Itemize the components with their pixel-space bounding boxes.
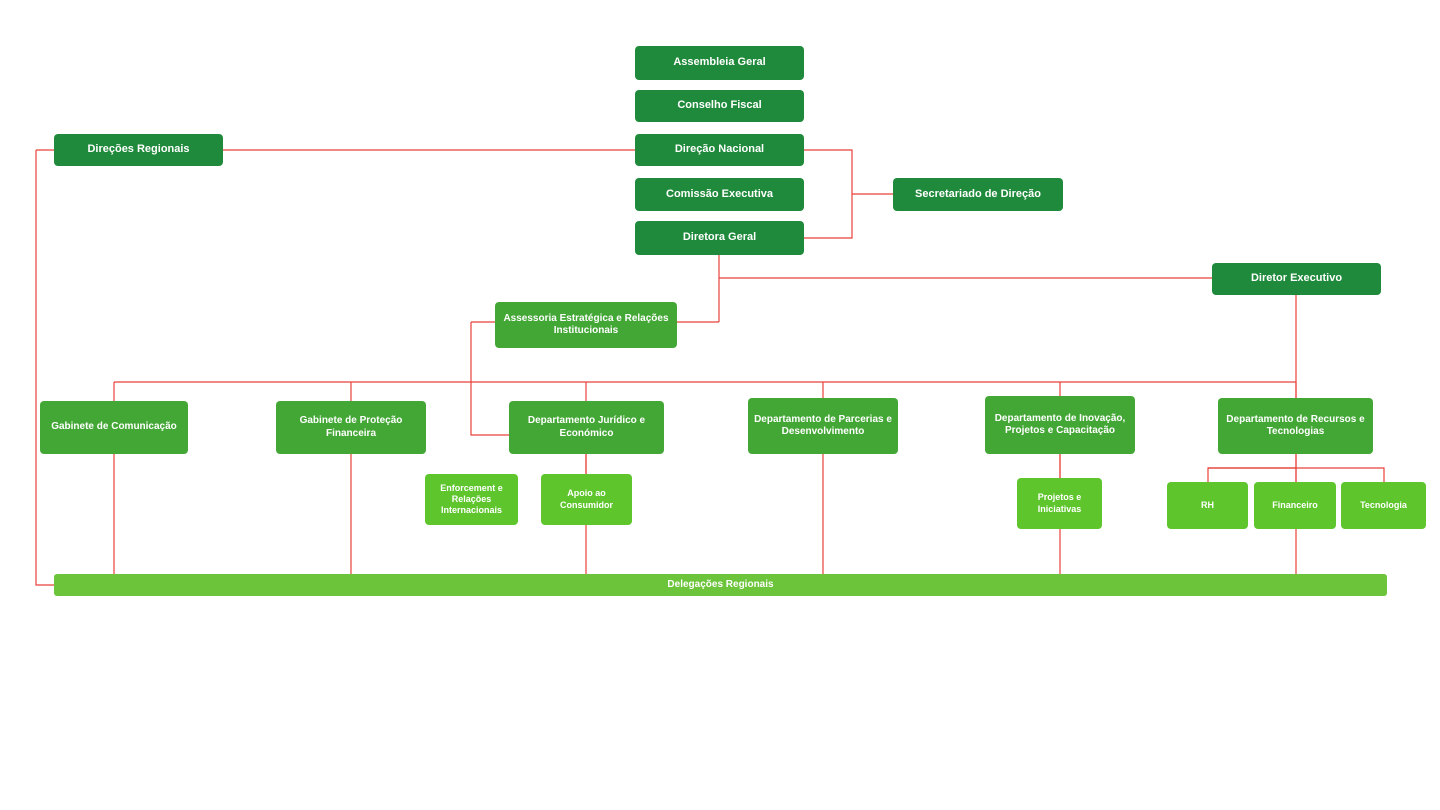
org-node-diretor_executivo[interactable]: Diretor Executivo xyxy=(1212,263,1381,295)
org-node-gab_comunicacao[interactable]: Gabinete de Comunicação xyxy=(40,401,188,454)
org-node-comissao_executiva[interactable]: Comissão Executiva xyxy=(635,178,804,211)
org-node-delegacoes[interactable]: Delegações Regionais xyxy=(54,574,1387,596)
org-node-tecnologia[interactable]: Tecnologia xyxy=(1341,482,1426,529)
org-node-conselho[interactable]: Conselho Fiscal xyxy=(635,90,804,122)
org-node-assembleia[interactable]: Assembleia Geral xyxy=(635,46,804,80)
org-node-dep_parcerias[interactable]: Departamento de Parcerias e Desenvolvimento xyxy=(748,398,898,454)
org-node-secretariado[interactable]: Secretariado de Direção xyxy=(893,178,1063,211)
org-node-rh[interactable]: RH xyxy=(1167,482,1248,529)
org-node-enforcement[interactable]: Enforcement e Relações Internacionais xyxy=(425,474,518,525)
org-node-financeiro[interactable]: Financeiro xyxy=(1254,482,1336,529)
org-node-dep_inovacao[interactable]: Departamento de Inovação, Projetos e Capacitação xyxy=(985,396,1135,454)
org-node-direcao_nacional[interactable]: Direção Nacional xyxy=(635,134,804,166)
org-node-dep_juridico[interactable]: Departamento Jurídico e Económico xyxy=(509,401,664,454)
org-node-apoio_consumidor[interactable]: Apoio ao Consumidor xyxy=(541,474,632,525)
org-node-diretora_geral[interactable]: Diretora Geral xyxy=(635,221,804,255)
org-node-assessoria[interactable]: Assessoria Estratégica e Relações Institucionais xyxy=(495,302,677,348)
org-node-gab_protecao[interactable]: Gabinete de Proteção Financeira xyxy=(276,401,426,454)
org-node-projetos_iniciativas[interactable]: Projetos e Iniciativas xyxy=(1017,478,1102,529)
org-node-dep_recursos[interactable]: Departamento de Recursos e Tecnologias xyxy=(1218,398,1373,454)
org-node-direcoes_regionais[interactable]: Direções Regionais xyxy=(54,134,223,166)
